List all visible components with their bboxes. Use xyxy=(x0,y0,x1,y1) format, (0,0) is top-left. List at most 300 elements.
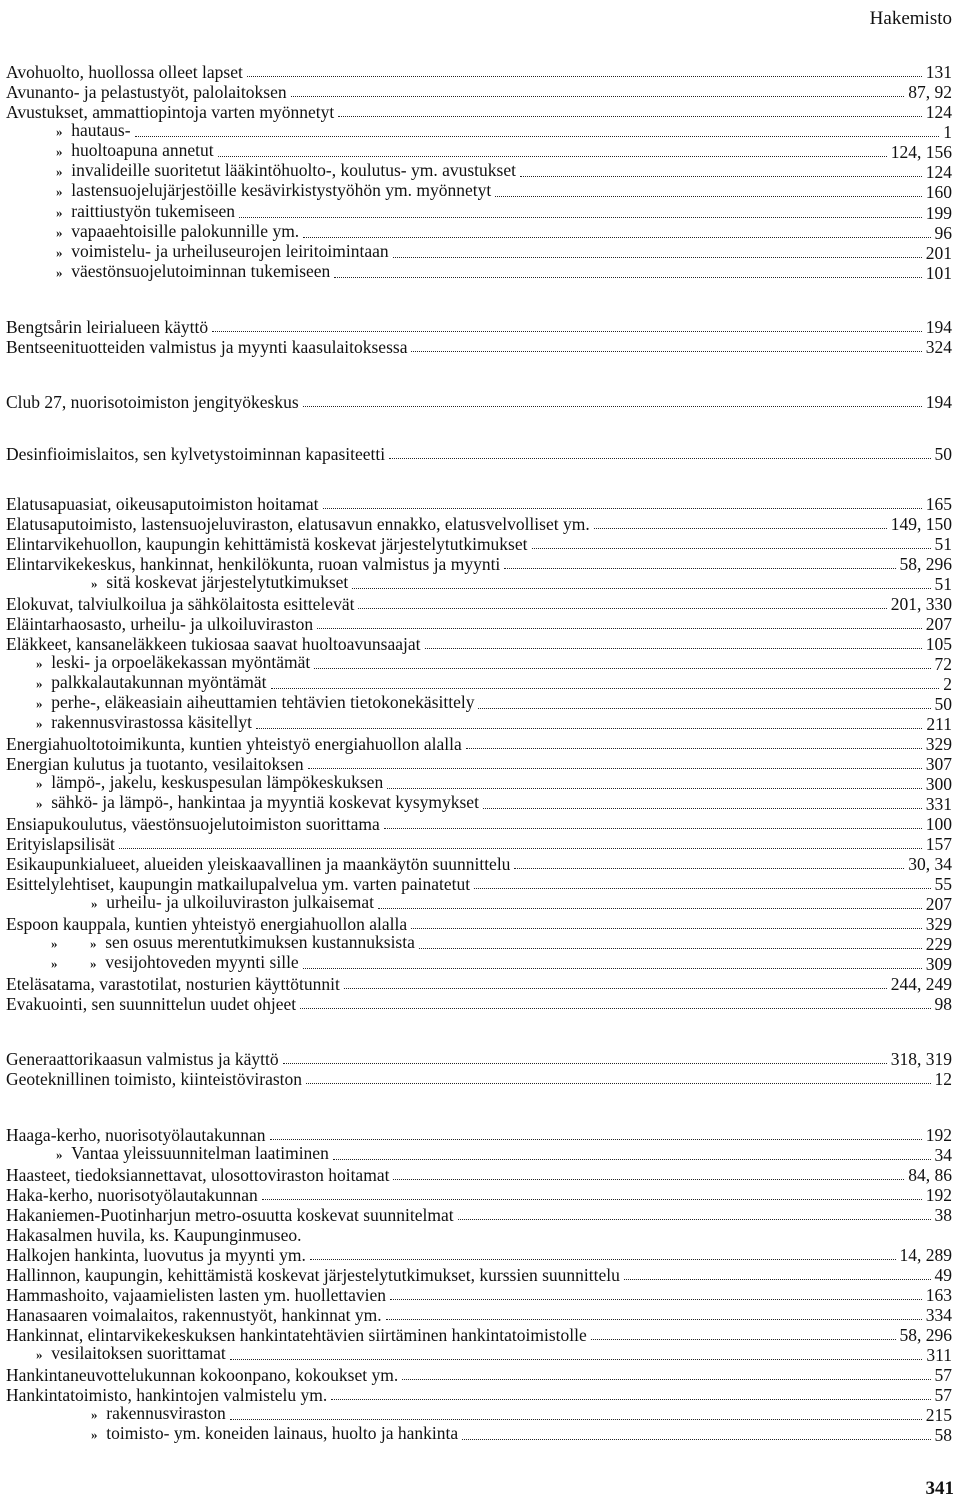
dot-leader xyxy=(514,868,904,869)
entry-label: Haaga-kerho, nuorisotyölautakunnan xyxy=(6,1125,266,1145)
entry-text xyxy=(6,1365,398,1385)
index-entry xyxy=(6,934,952,954)
index-entry xyxy=(6,1225,952,1245)
index-entry xyxy=(6,554,952,574)
entry-label: Hankintaneuvottelukunnan kokoonpano, kokoukset ym. xyxy=(6,1365,399,1385)
entry-pages: 334 xyxy=(925,1305,952,1325)
index-entry xyxy=(6,874,952,894)
entry-pages: 72 xyxy=(934,654,952,674)
entry-text xyxy=(6,1049,279,1069)
index-entry xyxy=(6,694,952,714)
entry-text xyxy=(56,120,131,142)
index-entry xyxy=(6,774,952,794)
entry-label: Vantaa yleissuunnitelman laatiminen xyxy=(71,1143,329,1163)
index-entry xyxy=(6,1405,952,1425)
entry-pages: 50 xyxy=(934,694,952,714)
entry-text xyxy=(6,994,296,1014)
ditto-mark: » xyxy=(56,164,63,179)
entry-label: Geoteknillinen toimisto, kiinteistöviraston xyxy=(6,1069,303,1089)
entry-label: Desinfioimislaitos, sen kylvetystoiminnan kapasiteetti xyxy=(6,444,386,464)
entry-label: Hallinnon, kaupungin, kehittämistä koskevat järjestelytutkimukset, kurssien suunnittelu xyxy=(6,1265,620,1285)
entry-text xyxy=(56,1143,329,1165)
dot-leader xyxy=(393,257,922,258)
dot-leader xyxy=(358,608,886,609)
entry-label: invalideille suoritetut lääkintöhuolto-, koulutus- ym. avustukset xyxy=(71,160,516,180)
ditto-mark: » xyxy=(56,1147,63,1162)
dot-leader xyxy=(393,1179,904,1180)
entry-label: väestönsuojelutoiminnan tukemiseen xyxy=(71,261,331,281)
entry-pages: 211 xyxy=(926,714,952,734)
entry-pages: 309 xyxy=(925,954,952,974)
index-entry xyxy=(6,82,952,102)
entry-label: sen osuus merentutkimuksen kustannuksista xyxy=(105,932,415,952)
dot-leader xyxy=(303,406,922,407)
dot-leader xyxy=(411,928,922,929)
ditto-mark: » » xyxy=(51,936,97,951)
entry-pages: 101 xyxy=(925,263,952,283)
dot-leader xyxy=(230,1419,922,1420)
index-entry xyxy=(6,514,952,534)
entry-text xyxy=(51,952,299,974)
index-entry xyxy=(6,1245,952,1265)
dot-leader xyxy=(462,1439,930,1440)
entry-text xyxy=(91,1423,458,1445)
page-number: 341 xyxy=(925,1478,954,1499)
dot-leader xyxy=(466,748,922,749)
index-entry xyxy=(6,854,952,874)
entry-text xyxy=(56,201,235,223)
index-entry xyxy=(6,1365,952,1385)
entry-text xyxy=(6,317,208,337)
dot-leader xyxy=(270,1139,922,1140)
dot-leader xyxy=(119,848,922,849)
entry-pages: 329 xyxy=(925,734,952,754)
entry-label: raittiustyön tukemiseen xyxy=(71,201,236,221)
index-entry xyxy=(6,494,952,514)
page-header: Hakemisto xyxy=(869,8,952,29)
entry-label: Bengtsårin leirialueen käyttö xyxy=(6,317,209,337)
entry-pages: 100 xyxy=(925,814,952,834)
entry-label: Elokuvat, talviulkoilua ja sähkölaitosta esittelevät xyxy=(6,594,355,614)
index-entry xyxy=(6,1205,952,1225)
entry-text xyxy=(6,1185,258,1205)
entry-pages: 131 xyxy=(925,62,952,82)
entry-label: rakennusviraston xyxy=(106,1403,226,1423)
entry-label: leski- ja orpoeläkekassan myöntämät xyxy=(51,652,311,672)
index-entry xyxy=(6,614,952,634)
entry-text xyxy=(6,914,407,934)
entry-text xyxy=(6,1325,587,1345)
index-entry xyxy=(6,634,952,654)
ditto-mark: » xyxy=(36,1347,43,1362)
index-entry xyxy=(6,1069,952,1089)
index-entry xyxy=(6,1049,952,1069)
ditto-mark: » xyxy=(56,124,63,139)
entry-text xyxy=(56,241,389,263)
ditto-mark: » xyxy=(56,205,63,220)
entry-text xyxy=(6,854,510,874)
entry-pages: 87, 92 xyxy=(908,82,952,102)
entry-label: Hakaniemen-Puotinharjun metro-osuutta koskevat suunnitelmat xyxy=(6,1205,454,1225)
entry-pages: 311 xyxy=(926,1345,952,1365)
index-entry xyxy=(6,974,952,994)
index-entry xyxy=(6,754,952,774)
entry-pages: 149, 150 xyxy=(890,514,952,534)
entry-pages: 192 xyxy=(925,1185,952,1205)
entry-label: Avunanto- ja pelastustyöt, palolaitoksen xyxy=(6,82,287,102)
entry-pages: 194 xyxy=(925,317,952,337)
index-entry xyxy=(6,814,952,834)
index-entry xyxy=(6,714,952,734)
dot-leader xyxy=(310,1259,896,1260)
entry-text xyxy=(36,692,474,714)
entry-pages: 2 xyxy=(943,674,952,694)
entry-pages: 98 xyxy=(934,994,952,1014)
dot-leader xyxy=(317,628,922,629)
entry-pages: 215 xyxy=(925,1405,952,1425)
entry-label: voimistelu- ja urheiluseurojen leiritoimintaan xyxy=(71,241,389,261)
dot-leader xyxy=(331,1399,930,1400)
entry-pages: 307 xyxy=(925,754,952,774)
entry-pages: 58 xyxy=(934,1425,952,1445)
entry-label: Avohuolto, huollossa olleet lapset xyxy=(6,62,243,82)
index-entry xyxy=(6,674,952,694)
entry-pages: 331 xyxy=(925,794,952,814)
entry-pages: 165 xyxy=(925,494,952,514)
dot-leader xyxy=(387,788,922,789)
entry-text xyxy=(6,974,340,994)
index-entry xyxy=(6,1385,952,1405)
index-entry xyxy=(6,594,952,614)
ditto-mark: » xyxy=(56,225,63,240)
ditto-mark: » xyxy=(56,265,63,280)
dot-leader xyxy=(386,1319,922,1320)
entry-text xyxy=(6,1165,389,1185)
dot-leader xyxy=(402,1379,930,1380)
dot-leader xyxy=(262,1199,922,1200)
dot-leader xyxy=(212,331,922,332)
entry-text xyxy=(6,1125,266,1145)
entry-label: Eteläsatama, varastotilat, nosturien käyttötunnit xyxy=(6,974,340,994)
index-entry xyxy=(6,122,952,142)
entry-text xyxy=(6,594,354,614)
ditto-mark: » xyxy=(56,144,63,159)
dot-leader xyxy=(230,1359,923,1360)
index-entry xyxy=(6,1165,952,1185)
entry-label: Generaattorikaasun valmistus ja käyttö xyxy=(6,1049,279,1069)
entry-label: Club 27, nuorisotoimiston jengityökeskus xyxy=(6,392,299,412)
index-entry xyxy=(6,1185,952,1205)
entry-pages: 163 xyxy=(925,1285,952,1305)
entry-pages: 58, 296 xyxy=(899,554,952,574)
entry-pages: 55 xyxy=(934,874,952,894)
entry-pages: 50 xyxy=(934,444,952,464)
entry-label: Hankinnat, elintarvikekeskuksen hankintatehtävien siirtäminen hankintatoimistolle xyxy=(6,1325,587,1345)
index-entry xyxy=(6,1325,952,1345)
dot-leader xyxy=(352,588,930,589)
entry-pages: 160 xyxy=(925,182,952,202)
entry-label: Esikaupunkialueet, alueiden yleiskaavallinen ja maankäytön suunnittelu xyxy=(6,854,511,874)
entry-text xyxy=(6,1305,382,1325)
entry-pages: 124, 156 xyxy=(890,142,952,162)
dot-leader xyxy=(495,196,922,197)
dot-leader xyxy=(425,648,922,649)
dot-leader xyxy=(303,968,922,969)
entry-pages: 58, 296 xyxy=(899,1325,952,1345)
entry-label: lämpö-, jakelu, keskuspesulan lämpökeskuksen xyxy=(51,772,384,792)
entry-pages: 124 xyxy=(925,162,952,182)
dot-leader xyxy=(303,237,930,238)
entry-text xyxy=(6,814,380,834)
index-entry xyxy=(6,162,952,182)
index-entry xyxy=(6,317,952,337)
index-entry xyxy=(6,794,952,814)
entry-label: Evakuointi, sen suunnittelun uudet ohjeet xyxy=(6,994,297,1014)
index-entry xyxy=(6,534,952,554)
entry-pages: 96 xyxy=(934,223,952,243)
dot-leader xyxy=(334,277,921,278)
entry-text xyxy=(6,834,115,854)
index-entry xyxy=(6,142,952,162)
entry-label: vapaaehtoisille palokunnille ym. xyxy=(71,221,300,241)
dot-leader xyxy=(478,708,930,709)
entry-text xyxy=(6,392,299,412)
entry-text xyxy=(6,734,462,754)
entry-pages: 229 xyxy=(925,934,952,954)
entry-text xyxy=(36,712,252,734)
entry-text xyxy=(91,572,348,594)
entry-text xyxy=(6,1385,327,1405)
entry-text xyxy=(6,514,590,534)
entry-pages: 124 xyxy=(925,102,952,122)
entry-text xyxy=(6,82,287,102)
dot-leader xyxy=(306,1083,930,1084)
entry-text xyxy=(6,494,319,514)
index-entry xyxy=(6,1345,952,1365)
dot-leader xyxy=(624,1279,931,1280)
entry-text xyxy=(6,1225,302,1245)
entry-text xyxy=(6,614,313,634)
dot-leader xyxy=(389,458,930,459)
entry-pages: 194 xyxy=(925,392,952,412)
entry-pages: 207 xyxy=(925,894,952,914)
index-entry xyxy=(6,223,952,243)
entry-pages: 318, 319 xyxy=(890,1049,952,1069)
entry-label: Elatusapuasiat, oikeusaputoimiston hoitamat xyxy=(6,494,319,514)
entry-text xyxy=(6,102,334,122)
dot-leader xyxy=(135,136,940,137)
entry-label: hautaus- xyxy=(71,120,131,140)
entry-text xyxy=(56,160,516,182)
entry-pages: 157 xyxy=(925,834,952,854)
dot-leader xyxy=(458,1219,931,1220)
dot-leader xyxy=(532,548,931,549)
dot-leader xyxy=(419,948,922,949)
entry-pages: 207 xyxy=(925,614,952,634)
entry-text xyxy=(51,932,415,954)
dot-leader xyxy=(314,668,930,669)
index-entry xyxy=(6,1265,952,1285)
entry-label: Energian kulutus ja tuotanto, vesilaitoksen xyxy=(6,754,304,774)
entry-label: Haasteet, tiedoksiannettavat, ulosottoviraston hoitamat xyxy=(6,1165,390,1185)
entry-label: Avustukset, ammattiopintoja varten myönnetyt xyxy=(6,102,335,122)
ditto-mark: » xyxy=(91,1407,98,1422)
ditto-mark: » xyxy=(91,1427,98,1442)
dot-leader xyxy=(378,908,922,909)
entry-text xyxy=(36,1343,226,1365)
entry-text xyxy=(6,1285,386,1305)
entry-text xyxy=(6,634,421,654)
index-entry xyxy=(6,263,952,283)
index-entry xyxy=(6,62,952,82)
entry-pages: 244, 249 xyxy=(890,974,952,994)
dot-leader xyxy=(338,116,922,117)
entry-text xyxy=(56,140,214,162)
entry-label: lastensuojelujärjestöille kesävirkistystyöhön ym. myönnetyt xyxy=(71,180,492,200)
entry-text xyxy=(36,672,267,694)
entry-label: Halkojen hankinta, luovutus ja myynti ym. xyxy=(6,1245,306,1265)
entry-label: vesilaitoksen suorittamat xyxy=(51,1343,226,1363)
entry-pages: 199 xyxy=(925,203,952,223)
entry-pages: 14, 289 xyxy=(899,1245,952,1265)
entry-label: Hakasalmen huvila, ks. Kaupunginmuseo. xyxy=(6,1225,302,1245)
dot-leader xyxy=(591,1339,896,1340)
dot-leader xyxy=(291,96,905,97)
entry-text xyxy=(36,652,310,674)
index-entry xyxy=(6,102,952,122)
dot-leader xyxy=(504,568,895,569)
index-entry xyxy=(6,392,952,412)
entry-text xyxy=(6,444,385,464)
dot-leader xyxy=(333,1159,931,1160)
index-entry xyxy=(6,1285,952,1305)
entry-label: Hammashoito, vajaamielisten lasten ym. huollettavien xyxy=(6,1285,387,1305)
entry-label: Elintarvikekeskus, hankinnat, henkilökunta, ruoan valmistus ja myynti xyxy=(6,554,501,574)
index-entry xyxy=(6,834,952,854)
entry-pages: 57 xyxy=(934,1385,952,1405)
entry-text xyxy=(6,62,243,82)
index-entry xyxy=(6,1145,952,1165)
dot-leader xyxy=(239,217,922,218)
entry-text xyxy=(6,1069,302,1089)
entry-pages: 49 xyxy=(934,1265,952,1285)
entry-text xyxy=(36,792,479,814)
entry-text xyxy=(56,261,330,283)
index-entry xyxy=(6,444,952,464)
dot-leader xyxy=(271,688,940,689)
entry-pages: 300 xyxy=(925,774,952,794)
dot-leader xyxy=(594,528,887,529)
index-entry xyxy=(6,1425,952,1445)
index-entry xyxy=(6,1305,952,1325)
entry-pages: 51 xyxy=(934,574,952,594)
entry-pages: 30, 34 xyxy=(908,854,952,874)
index-entry xyxy=(6,574,952,594)
index-entry xyxy=(6,243,952,263)
entry-text xyxy=(91,1403,226,1425)
ditto-mark: » xyxy=(91,896,98,911)
entry-label: toimisto- ym. koneiden lainaus, huolto ja hankinta xyxy=(106,1423,459,1443)
entry-label: urheilu- ja ulkoiluviraston julkaisemat xyxy=(106,892,375,912)
entry-label: huoltoapuna annetut xyxy=(71,140,214,160)
entry-label: Elintarvikehuollon, kaupungin kehittämistä koskevat järjestelytutkimukset xyxy=(6,534,528,554)
entry-pages: 329 xyxy=(925,914,952,934)
entry-label: Energiahuoltotoimikunta, kuntien yhteistyö energiahuollon alalla xyxy=(6,734,462,754)
index-entry xyxy=(6,914,952,934)
dot-leader xyxy=(247,76,922,77)
dot-leader xyxy=(323,508,922,509)
entry-pages: 57 xyxy=(934,1365,952,1385)
dot-leader xyxy=(390,1299,922,1300)
entry-text xyxy=(6,1265,620,1285)
entry-pages: 324 xyxy=(925,337,952,357)
dot-leader xyxy=(218,156,887,157)
entry-pages: 201 xyxy=(925,243,952,263)
entry-pages: 1 xyxy=(943,122,952,142)
dot-leader xyxy=(308,768,922,769)
entry-pages: 34 xyxy=(934,1145,952,1165)
entry-text xyxy=(6,337,407,357)
ditto-mark: » xyxy=(36,716,43,731)
dot-leader xyxy=(483,808,922,809)
entry-text xyxy=(6,874,470,894)
ditto-mark: » » xyxy=(51,956,97,971)
index-entry xyxy=(6,337,952,357)
entry-text xyxy=(6,534,528,554)
entry-pages: 51 xyxy=(934,534,952,554)
dot-leader xyxy=(256,728,922,729)
entry-label: Erityislapsilisät xyxy=(6,834,115,854)
ditto-mark: » xyxy=(56,184,63,199)
entry-label: Bentseenituotteiden valmistus ja myynti kaasulaitoksessa xyxy=(6,337,408,357)
entry-text xyxy=(91,892,374,914)
dot-leader xyxy=(300,1008,930,1009)
entry-pages: 12 xyxy=(934,1069,952,1089)
dot-leader xyxy=(283,1063,887,1064)
entry-label: Eläkkeet, kansaneläkkeen tukiosaa saavat huoltoavunsaajat xyxy=(6,634,421,654)
entry-label: rakennusvirastossa käsitellyt xyxy=(51,712,252,732)
ditto-mark: » xyxy=(36,656,43,671)
dot-leader xyxy=(474,888,930,889)
entry-text xyxy=(56,221,299,243)
entry-label: perhe-, eläkeasiain aiheuttamien tehtävien tietokonekäsittely xyxy=(51,692,475,712)
entry-label: Hankintatoimisto, hankintojen valmistelu ym. xyxy=(6,1385,328,1405)
index-entry xyxy=(6,954,952,974)
entry-label: vesijohtoveden myynti sille xyxy=(105,952,299,972)
entry-label: palkkalautakunnan myöntämät xyxy=(51,672,267,692)
entry-pages: 105 xyxy=(925,634,952,654)
dot-leader xyxy=(384,828,922,829)
index-entry xyxy=(6,994,952,1014)
entry-label: Esittelylehtiset, kaupungin matkailupalvelua ym. varten painatetut xyxy=(6,874,471,894)
entry-label: Eläintarhaosasto, urheilu- ja ulkoiluviraston xyxy=(6,614,314,634)
entry-label: sitä koskevat järjestelytutkimukset xyxy=(106,572,349,592)
entry-pages: 38 xyxy=(934,1205,952,1225)
entry-text xyxy=(6,1245,306,1265)
index-entry xyxy=(6,1125,952,1145)
entry-text xyxy=(56,180,491,202)
entry-label: Ensiapukoulutus, väestönsuojelutoimiston suorittama xyxy=(6,814,380,834)
entry-label: sähkö- ja lämpö-, hankintaa ja myyntiä koskevat kysymykset xyxy=(51,792,479,812)
entry-label: Elatusaputoimisto, lastensuojeluviraston, elatusavun ennakko, elatusvelvolliset ym. xyxy=(6,514,590,534)
entry-label: Haka-kerho, nuorisotyölautakunnan xyxy=(6,1185,258,1205)
ditto-mark: » xyxy=(56,245,63,260)
entry-text xyxy=(36,772,383,794)
entry-label: Hanasaaren voimalaitos, rakennustyöt, hankinnat ym. xyxy=(6,1305,382,1325)
ditto-mark: » xyxy=(91,576,98,591)
index-entry xyxy=(6,654,952,674)
dot-leader xyxy=(344,988,887,989)
